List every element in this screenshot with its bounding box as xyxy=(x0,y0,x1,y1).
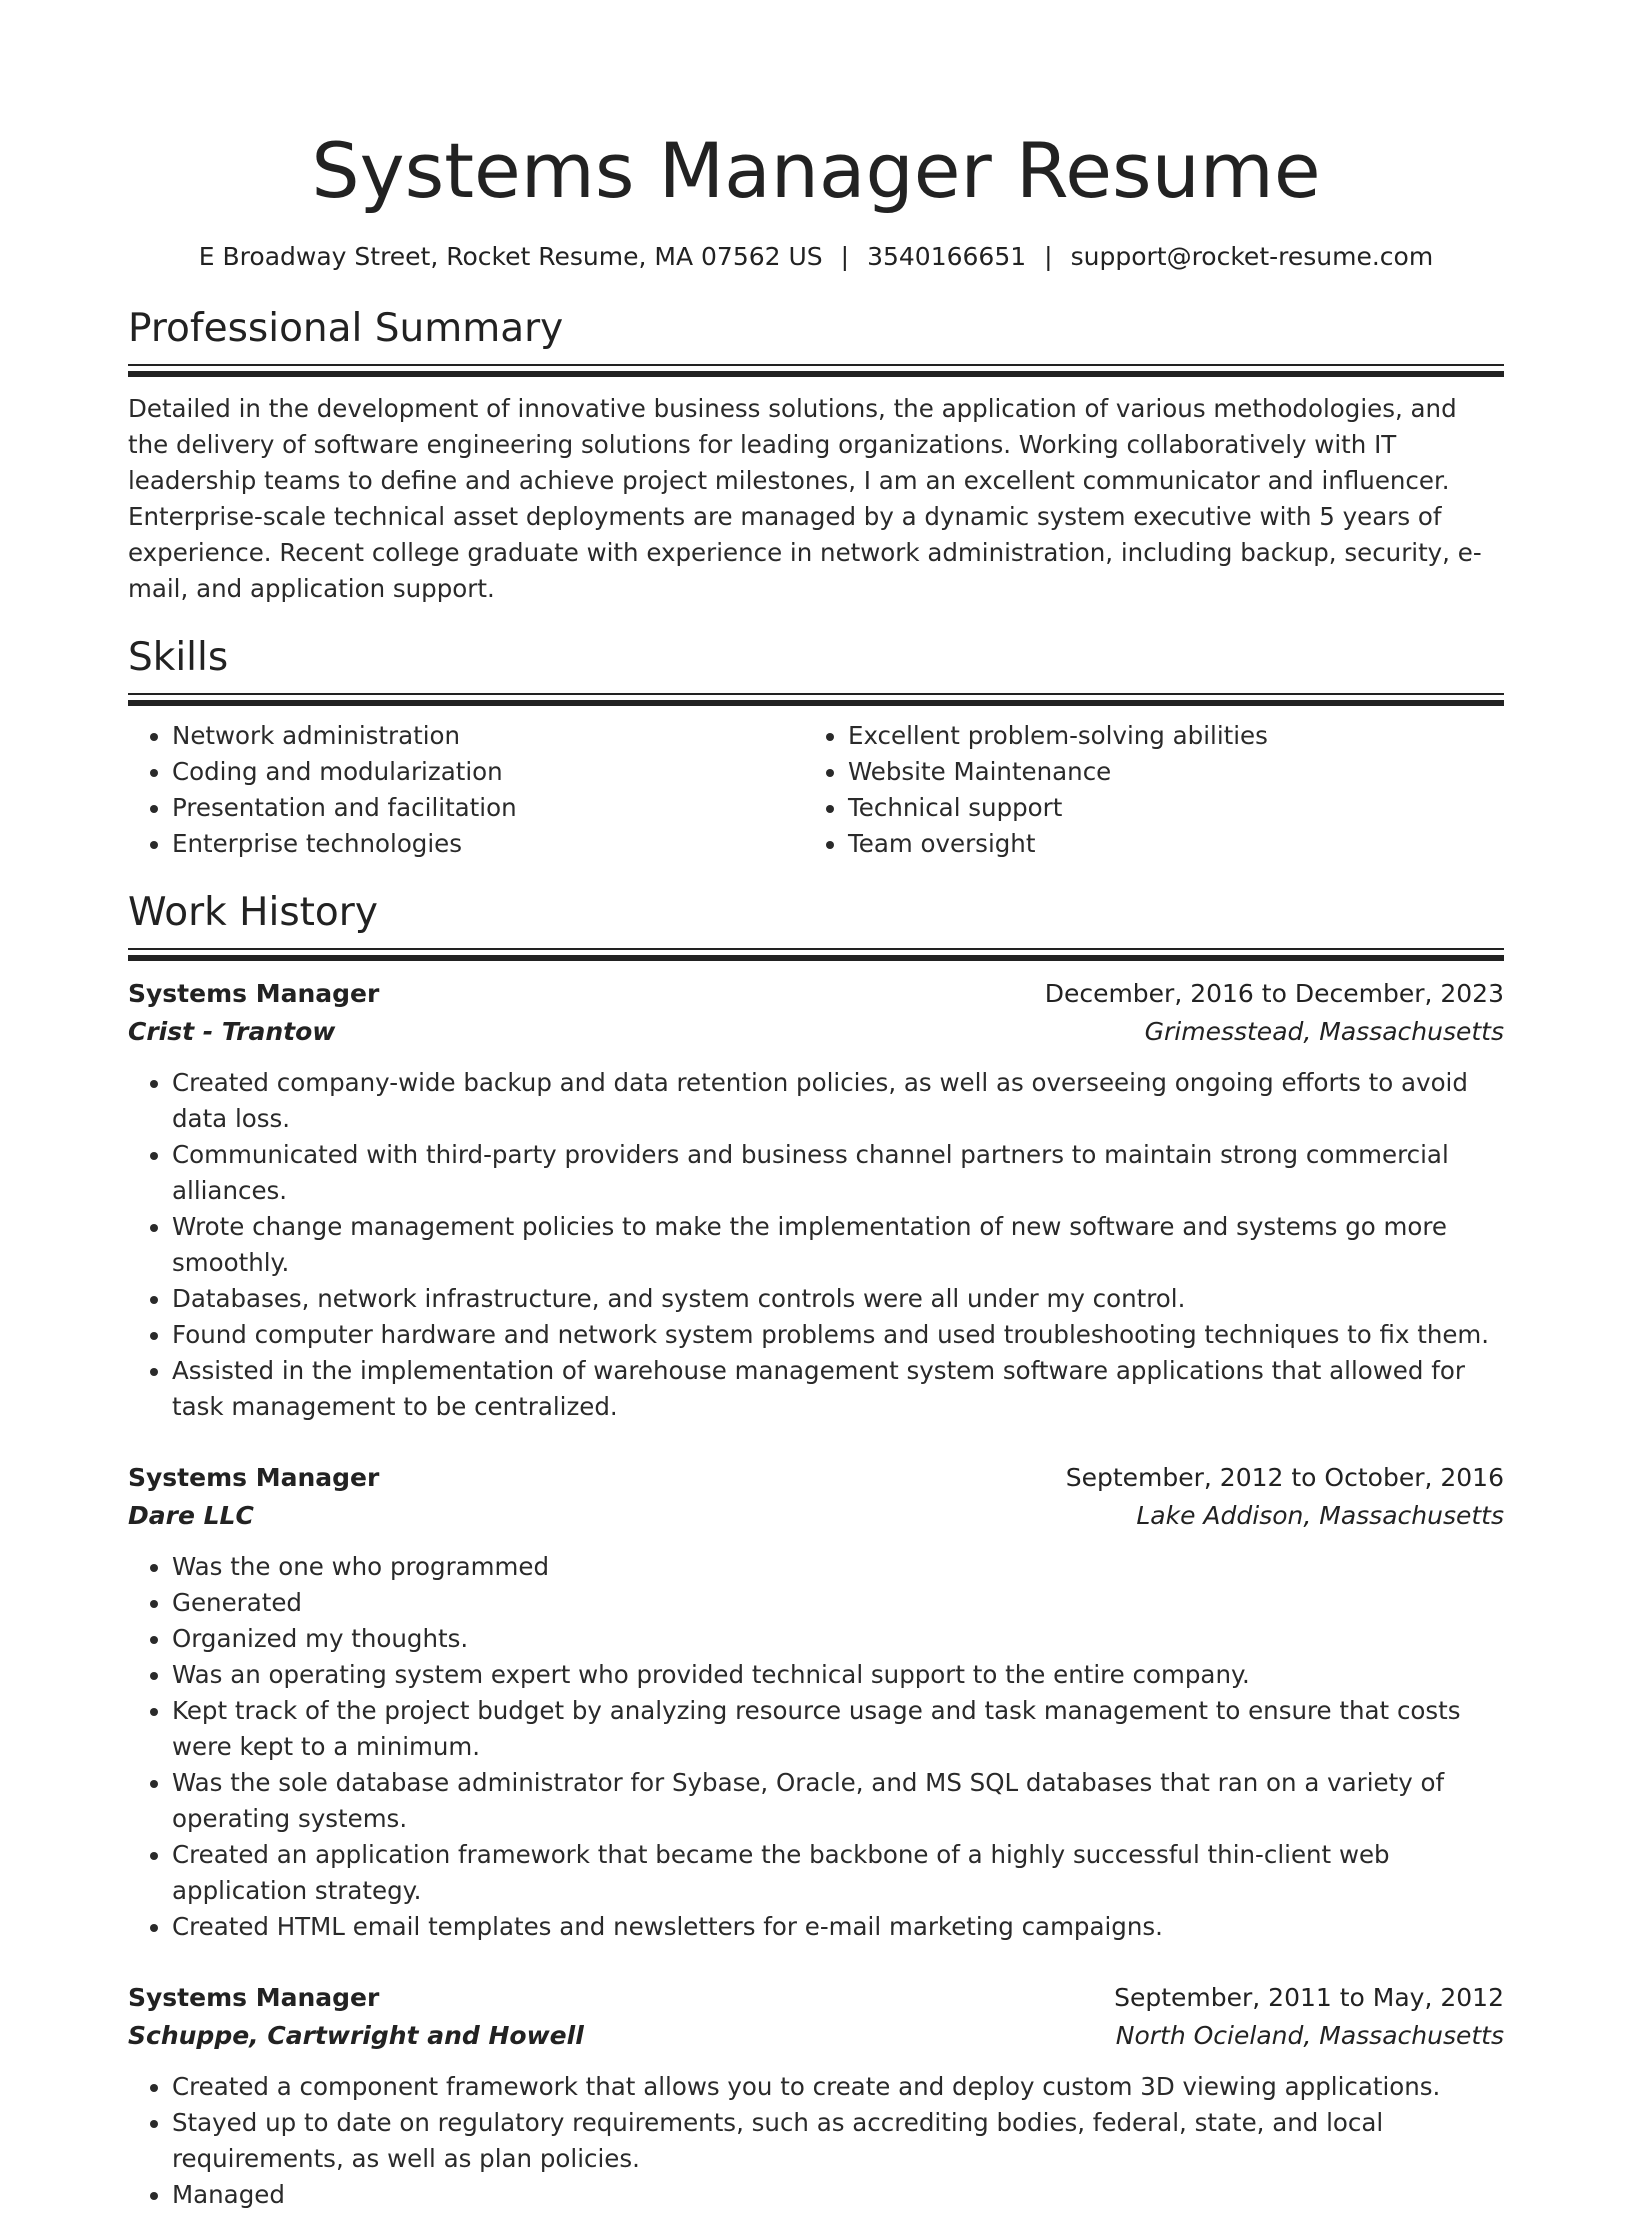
job-title: Systems Manager xyxy=(128,1983,380,2012)
skills-list-right xyxy=(804,718,1480,862)
skill-item: • Excellent problem-solving abilities xyxy=(848,718,1480,754)
skill-item: • Team oversight xyxy=(848,826,1480,862)
skill-item: • Website Maintenance xyxy=(848,754,1480,790)
job-location: Lake Addison, Massachusetts xyxy=(1136,1501,1504,1530)
job-entry xyxy=(128,1979,1504,2213)
job-bullet: • Databases, network infrastructure, and system controls were all under my control. xyxy=(172,1281,1504,1317)
job-bullet: • Was an operating system expert who provided technical support to the entire company. xyxy=(172,1657,1504,1693)
job-bullet: • Created a component framework that allows you to create and deploy custom 3D viewing applications. xyxy=(172,2069,1504,2105)
section-title-work: Work History xyxy=(128,890,378,935)
contact-separator: | xyxy=(1044,242,1053,271)
skill-item: • Technical support xyxy=(848,790,1480,826)
job-bullets xyxy=(128,1549,1504,1945)
job-dates: September, 2012 to October, 2016 xyxy=(1065,1463,1504,1492)
job-bullet: • Found computer hardware and network system problems and used troubleshooting techniques to fix them. xyxy=(172,1317,1504,1353)
job-entry xyxy=(128,1459,1504,1945)
job-company: Dare LLC xyxy=(128,1501,254,1530)
job-bullet: • Was the sole database administrator for Sybase, Oracle, and MS SQL databases that ran on a variety of operating systems. xyxy=(172,1765,1504,1837)
skill-item: • Coding and modularization xyxy=(172,754,804,790)
job-dates: September, 2011 to May, 2012 xyxy=(1114,1983,1504,2012)
job-location: Grimesstead, Massachusetts xyxy=(1144,1017,1504,1046)
job-bullet: • Created company-wide backup and data retention policies, as well as overseeing ongoing efforts to avoid data loss. xyxy=(172,1065,1504,1137)
skill-item: • Network administration xyxy=(172,718,804,754)
job-location: North Ocieland, Massachusetts xyxy=(1115,2021,1504,2050)
job-bullet: • Stayed up to date on regulatory requirements, such as accrediting bodies, federal, state, and local requirements, as well as plan policies. xyxy=(172,2105,1504,2177)
summary-text: Detailed in the development of innovative business solutions, the application of various methodologies, and the delivery of software engineering solutions for leading organizations. Working collaboratively with IT leadership teams to define and achieve project milestones, I am an excellent communicator and influencer. Enterprise-scale technical asset deployments are managed by a dynamic system executive with 5 years of experience. Recent college graduate with experience in network administration, including backup, security, e-mail, and application support. xyxy=(128,394,1482,603)
skill-item: • Presentation and facilitation xyxy=(172,790,804,826)
section-divider xyxy=(128,693,1504,706)
section-title-skills: Skills xyxy=(128,635,229,680)
job-bullet: • Wrote change management policies to make the implementation of new software and systems go more smoothly. xyxy=(172,1209,1504,1281)
job-header xyxy=(128,1459,1504,1497)
job-subheader xyxy=(128,1013,1504,1051)
summary-section xyxy=(128,304,1504,607)
job-bullet: • Communicated with third-party providers and business channel partners to maintain strong commercial alliances. xyxy=(172,1137,1504,1209)
job-title: Systems Manager xyxy=(128,979,380,1008)
job-bullet: • Created an application framework that became the backbone of a highly successful thin-client web application strategy. xyxy=(172,1837,1504,1909)
job-header xyxy=(128,975,1504,1013)
job-bullet: • Assisted in the implementation of warehouse management system software applications that allowed for task management to be centralized. xyxy=(172,1353,1504,1425)
job-bullet: • Managed xyxy=(172,2177,1504,2213)
section-divider xyxy=(128,948,1504,961)
contact-line xyxy=(128,240,1504,274)
job-bullet: • Kept track of the project budget by analyzing resource usage and task management to ensure that costs were kept to a minimum. xyxy=(172,1693,1504,1765)
job-subheader xyxy=(128,1497,1504,1535)
job-company: Schuppe, Cartwright and Howell xyxy=(128,2021,584,2050)
job-header xyxy=(128,1979,1504,2017)
job-bullets xyxy=(128,1065,1504,1425)
job-bullet: • Created HTML email templates and newsletters for e-mail marketing campaigns. xyxy=(172,1909,1504,1945)
skills-columns xyxy=(128,718,1504,862)
work-section xyxy=(128,888,1504,2213)
skills-list-left xyxy=(128,718,804,862)
resume-title: Systems Manager Resume xyxy=(311,126,1321,215)
job-bullet: • Organized my thoughts. xyxy=(172,1621,1504,1657)
resume-page xyxy=(128,0,1504,2213)
contact-email: support@rocket-resume.com xyxy=(1070,242,1434,271)
job-bullet: • Was the one who programmed xyxy=(172,1549,1504,1585)
section-divider xyxy=(128,364,1504,377)
contact-phone: 3540166651 xyxy=(867,242,1027,271)
section-title-summary: Professional Summary xyxy=(128,306,564,351)
job-dates: December, 2016 to December, 2023 xyxy=(1044,979,1504,1008)
contact-separator: | xyxy=(840,242,850,271)
job-entry xyxy=(128,975,1504,1425)
job-bullet: • Generated xyxy=(172,1585,1504,1621)
job-title: Systems Manager xyxy=(128,1463,380,1492)
skill-item: • Enterprise technologies xyxy=(172,826,804,862)
contact-address: E Broadway Street, Rocket Resume, MA 07562 US xyxy=(198,242,823,271)
job-subheader xyxy=(128,2017,1504,2055)
job-bullets xyxy=(128,2069,1504,2213)
job-company: Crist - Trantow xyxy=(128,1017,336,1046)
skills-section xyxy=(128,633,1504,862)
